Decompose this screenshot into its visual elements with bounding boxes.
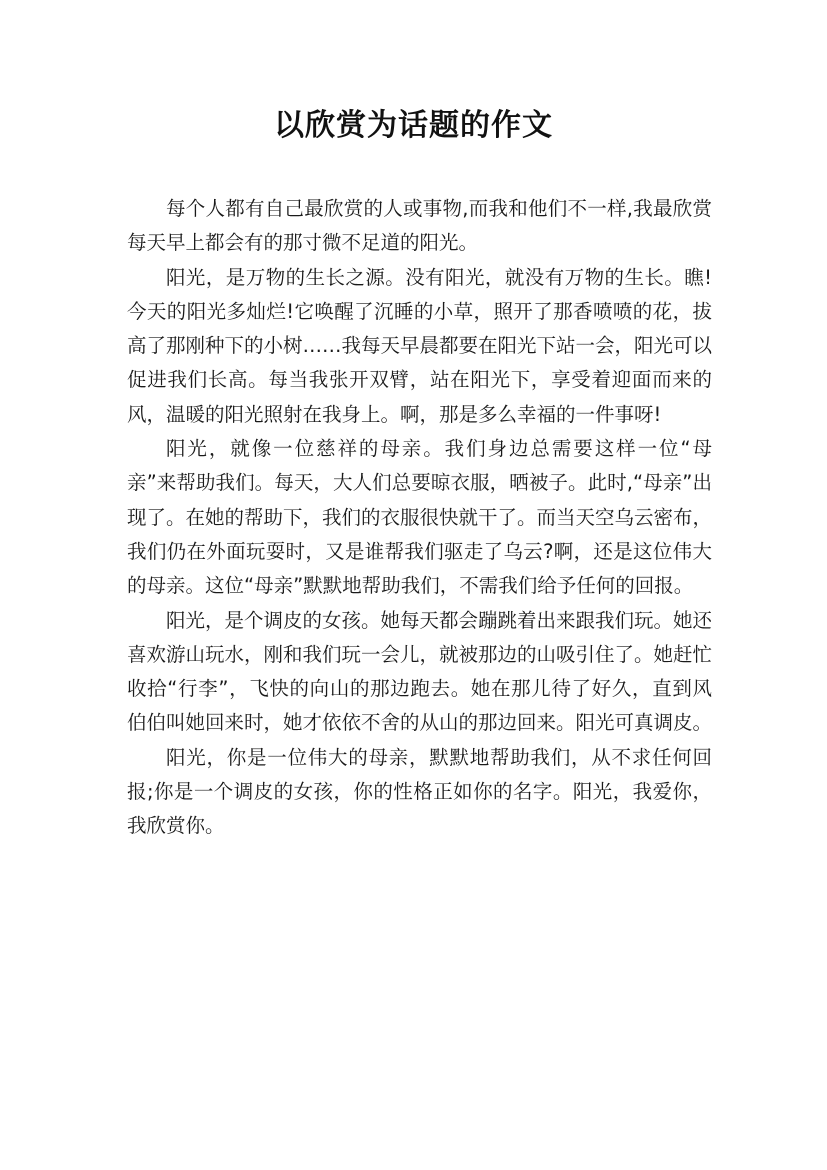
paragraph-4: 阳光，是个调皮的女孩。她每天都会蹦跳着出来跟我们玩。她还喜欢游山玩水，刚和我们玩一会儿，就被那边的山吸引住了。她赶忙收拾“行李”，飞快的向山的那边跑去。她在那儿待了好久，直到风伯伯叫她回来时，她才依依不舍的从山的那边回来。阳光可真调皮。: [127, 608, 713, 735]
paragraph-3: 阳光，就像一位慈祥的母亲。我们身边总需要这样一位“母亲”来帮助我们。每天，大人们总要晾衣服，晒被子。此时,“母亲”出现了。在她的帮助下，我们的衣服很快就干了。而当天空乌云密布，我们仍在外面玩耍时，又是谁帮我们驱走了乌云?啊，还是这位伟大的母亲。这位“母亲”默默地帮助我们，不需我们给予任何的回报。: [127, 437, 713, 598]
paragraph-5: 阳光，你是一位伟大的母亲，默默地帮助我们，从不求任何回报;你是一个调皮的女孩，你的性格正如你的名字。阳光，我爱你，我欣赏你。: [127, 745, 712, 838]
document-title: 以欣赏为话题的作文: [274, 108, 553, 143]
paragraph-2: 阳光，是万物的生长之源。没有阳光，就没有万物的生长。瞧!今天的阳光多灿烂!它唤醒了沉睡的小草，照开了那香喷喷的花，拔高了那刚种下的小树……我每天早晨都要在阳光下站一会，阳光可以促进我们长高。每当我张开双臂，站在阳光下，享受着迎面而来的风，温暖的阳光照射在我身上。啊，那是多么幸福的一件事呀!: [127, 265, 713, 426]
paragraph-1: 每个人都有自己最欣赏的人或事物,而我和他们不一样,我最欣赏每天早上都会有的那寸微不足道的阳光。: [127, 197, 712, 255]
document-body: [127, 192, 712, 844]
